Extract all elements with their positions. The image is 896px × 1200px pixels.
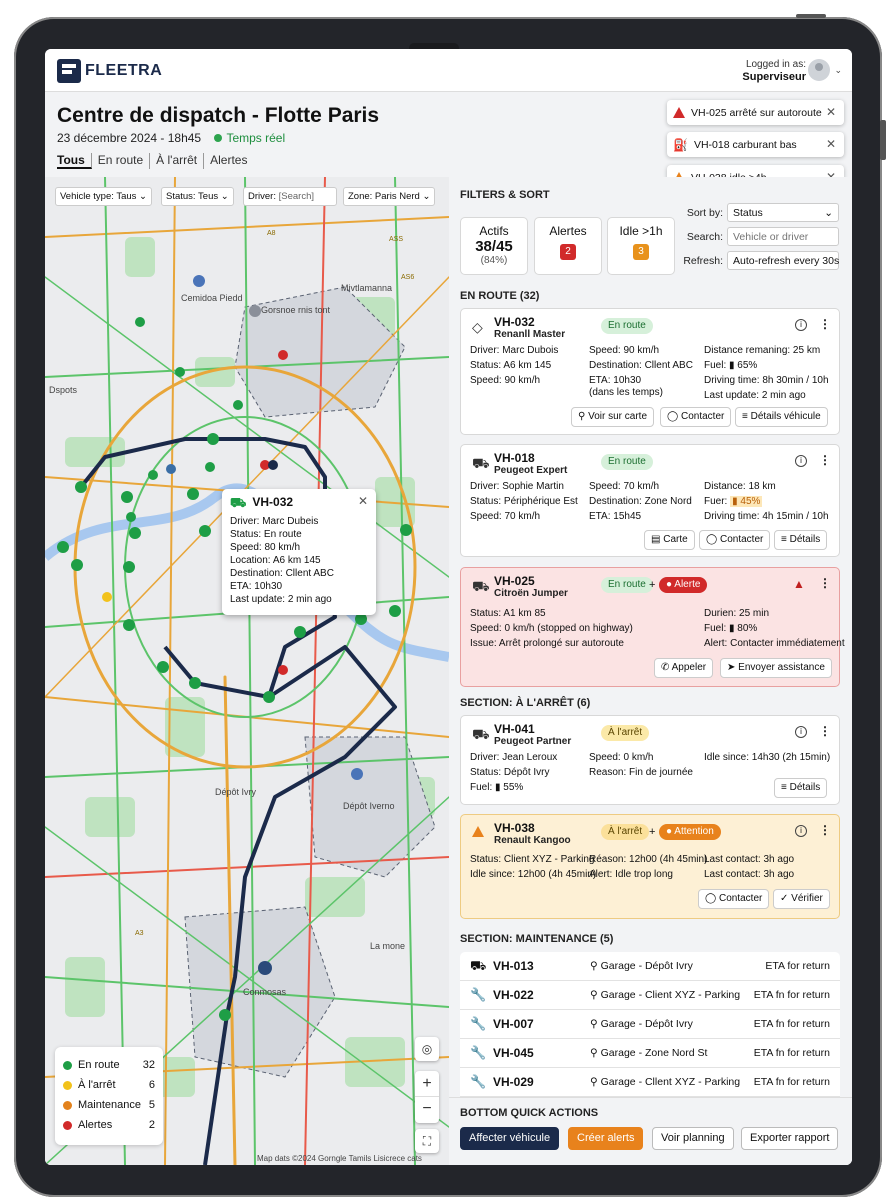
driver-label: Driver: [248, 191, 276, 202]
eta-text: ETA fn for return [753, 989, 830, 1001]
last-update-text: Last update: 2 min ago [704, 390, 806, 401]
page-title: Centre de dispatch - Flotte Paris [57, 104, 380, 127]
export-report-button[interactable]: Exporter rapport [741, 1127, 838, 1150]
location-text: Garage - Zone Nord St [600, 1047, 708, 1059]
view-planning-button[interactable]: Voir planning [652, 1127, 734, 1150]
popup-location: Location: A6 km 145 [230, 555, 321, 566]
maintenance-row[interactable] [460, 952, 840, 981]
close-icon[interactable]: ✕ [357, 494, 368, 508]
call-button[interactable] [654, 658, 713, 678]
chat-icon: ◯ [706, 534, 718, 545]
renault-logo-icon: ◇ [472, 319, 483, 335]
filters-title: FILTERS & SORT [460, 189, 550, 201]
eta-text: ETA: 10h30 [589, 375, 642, 386]
status-text: Status: Dépôt Ivry [470, 767, 550, 778]
eta-text: ETA fn for return [753, 1076, 830, 1088]
popup-destination: Destination: Cllent ABC [230, 568, 334, 579]
status-badge: En route [601, 454, 653, 470]
destination-text: Destination: Zone Nord [589, 496, 692, 507]
driver-text: Driver: Jean Leroux [470, 752, 558, 763]
shield-check-icon: ✓ [780, 893, 789, 904]
more-menu-icon[interactable]: ⋮ [819, 823, 831, 837]
map-pin-icon: ⚲ [590, 1018, 598, 1030]
tab-en-route[interactable]: En route [92, 153, 150, 169]
quick-actions-title: BOTTOM QUICK ACTIONS [460, 1107, 599, 1119]
status-badge: À l'arrêt [601, 725, 649, 741]
phone-icon: ✆ [661, 662, 670, 673]
maintenance-row[interactable] [460, 1010, 840, 1039]
popup-speed: Speed: 80 km/h [230, 542, 301, 553]
vehicle-id: VH-025 [494, 574, 535, 588]
chat-icon: ◯ [705, 893, 717, 904]
logged-in-label: Logged in as: [745, 59, 806, 70]
alert-text: Alert: Idle trop long [589, 869, 673, 880]
map-canvas[interactable] [45, 177, 449, 1165]
button-label: Voir sur carte [588, 411, 648, 422]
alert-triangle-icon [673, 107, 685, 118]
tab-arret[interactable]: À l'arrêt [150, 153, 204, 169]
location [590, 1047, 707, 1059]
notification-toast[interactable] [667, 100, 844, 125]
popup-eta: ETA: 10h30 [230, 581, 283, 592]
notification-toast[interactable] [667, 132, 844, 157]
speed-text: Speed: 70 km/h [470, 511, 541, 522]
assign-vehicle-button[interactable]: Affecter véhicule [460, 1127, 559, 1150]
location [590, 989, 740, 1001]
card-col-1 [470, 606, 633, 651]
live-indicator [214, 131, 285, 145]
card-col-2 [589, 852, 707, 882]
popup-header [230, 496, 368, 509]
legend-count: 32 [142, 1059, 155, 1071]
power-button [796, 14, 826, 18]
dispatch-panel [449, 177, 852, 1165]
create-alerts-button[interactable]: Créer alerts [568, 1127, 643, 1150]
duration-text: Durien: 25 min [704, 608, 770, 619]
stat-badge: 2 [560, 244, 576, 260]
popup-status: Status: En route [230, 529, 302, 540]
verify-button[interactable] [773, 889, 830, 909]
card-col-3 [704, 750, 830, 765]
chevron-down-icon[interactable]: ⌄ [834, 65, 842, 75]
section-arret: SECTION: À L'ARRÊT (6) [460, 697, 591, 709]
place-label: Cemidoa Piedd [181, 293, 243, 303]
plus-separator: + [649, 826, 656, 838]
button-label: Détails [789, 534, 821, 545]
view-on-map-button[interactable] [571, 407, 654, 427]
info-icon[interactable]: i [795, 825, 807, 837]
map-pin-icon: ⚲ [590, 1047, 598, 1059]
vehicle-card-vh025[interactable] [460, 567, 845, 687]
road-label: A8 [267, 230, 276, 237]
stat-percent: (84%) [480, 255, 508, 266]
wrench-icon: 🔧 [470, 987, 487, 1002]
location-text: Garage - Client XYZ - Parking [600, 989, 741, 1001]
stat-actifs[interactable] [460, 217, 528, 275]
road-label: ASS [389, 236, 404, 243]
sort-select[interactable] [727, 203, 839, 222]
speed-text: Speed: 90 km/h [470, 375, 541, 386]
last-contact-text: Last contact: 3h ago [704, 854, 795, 865]
list-icon: ≡ [781, 782, 787, 793]
top-bar [45, 49, 852, 92]
map-button[interactable] [644, 530, 695, 550]
legend-label: En route [78, 1059, 120, 1071]
location-text: Garage - Cllent XYZ - Parking [600, 1076, 741, 1088]
eta-text: ETA fn for return [753, 1047, 830, 1059]
warning-triangle-icon [472, 826, 484, 837]
brand-logo[interactable] [57, 59, 162, 83]
vehicle-popup [222, 489, 376, 615]
status-badge: En route [601, 577, 653, 593]
orange-dot-icon [63, 1101, 72, 1110]
search-input[interactable] [727, 227, 839, 246]
button-label: Contacter [719, 534, 764, 545]
vehicle-type-filter[interactable] [55, 187, 152, 206]
legend-count: 2 [148, 1119, 155, 1131]
vehicle-model: Peugeot Expert [494, 465, 568, 476]
fullscreen-icon[interactable]: ⛶ [415, 1129, 439, 1153]
vehicle-id: VH-018 [494, 451, 535, 465]
map-pin-icon: ⚲ [590, 989, 598, 1001]
send-icon: ➤ [727, 662, 736, 673]
list-icon: ≡ [781, 534, 787, 545]
send-assistance-button[interactable] [720, 658, 832, 678]
vehicle-model: Citroën Jumper [494, 588, 568, 599]
refresh-label: Refresh: [683, 255, 723, 267]
stat-label: Actifs [479, 224, 509, 238]
speed-text: Speed: 70 km/h [589, 481, 660, 492]
avatar[interactable] [808, 59, 830, 81]
place-label: Dépôt Iverno [343, 801, 395, 811]
notification-text: VH-025 arrêté sur autoroute [691, 106, 822, 119]
vehicle-id: VH-041 [494, 722, 535, 736]
maintenance-row[interactable] [460, 981, 840, 1010]
legend-label: Maintenance [78, 1099, 141, 1111]
driver-search-field[interactable] [243, 187, 337, 206]
app-screen [45, 49, 852, 1165]
map-pin-icon: ⚲ [590, 960, 598, 972]
chevron-down-icon: ⌄ [824, 207, 833, 219]
card-col-1 [470, 852, 596, 882]
legend-label: À l'arrêt [78, 1079, 116, 1091]
card-col-3 [704, 343, 829, 403]
vehicle-id: VH-032 [494, 315, 535, 329]
legend-en-route [63, 1055, 155, 1075]
location [590, 1076, 740, 1088]
user-menu[interactable] [742, 59, 806, 84]
vehicle-type-value: Vehicle type: Taus [60, 191, 137, 202]
stat-alertes[interactable] [534, 217, 602, 275]
brand-name: FLEETRA [85, 62, 163, 79]
idle-since-text: Idle since: 14h30 (2h 15min) [704, 752, 831, 763]
fuel-pump-icon: ⛽ [673, 137, 688, 152]
button-label: Contacter [680, 411, 725, 422]
notification-text: VH-018 carburant bas [693, 138, 797, 151]
speed-text: Speed: 90 km/h [589, 345, 660, 356]
eta-text: ETA: 15h45 [589, 511, 642, 522]
list-icon: ≡ [742, 411, 748, 422]
info-icon[interactable]: i [795, 319, 807, 331]
vehicle-id: VH-029 [493, 1075, 534, 1089]
truck-icon: ⛟ [230, 495, 247, 510]
section-en-route: EN ROUTE (32) [460, 290, 540, 302]
legend-maintenance [63, 1095, 155, 1115]
vehicle-id: VH-022 [493, 988, 534, 1002]
alert-badge [659, 577, 707, 593]
chevron-down-icon: ⌄ [139, 191, 148, 202]
wrench-icon: 🔧 [470, 1016, 487, 1031]
issue-text: Issue: Arrêt prolongé sur autoroute [470, 638, 624, 649]
card-col-1 [470, 479, 578, 524]
zone-filter[interactable] [343, 187, 435, 206]
driving-time-text: Driving time: 4h 15min / 10h [704, 511, 829, 522]
tab-alertes[interactable]: Alertes [210, 153, 248, 167]
card-col-2 [589, 750, 693, 780]
contact-button[interactable] [660, 407, 731, 427]
page-datetime [57, 131, 285, 145]
button-label: Carte [663, 534, 688, 545]
button-label: Détails véhicule [750, 411, 821, 422]
popup-driver: Driver: Marc Dubeis [230, 516, 319, 527]
details-button[interactable] [774, 778, 827, 798]
info-icon[interactable]: i [795, 726, 807, 738]
button-label: Vérifier [791, 893, 823, 904]
attention-badge [659, 824, 721, 840]
status-value: Status: Teus [166, 191, 219, 202]
user-name: Superviseur [742, 71, 806, 83]
van-icon: ⛟ [472, 455, 490, 471]
emergency-icon: ▲ [793, 577, 805, 591]
distance-text: Distance remaning: 25 km [704, 345, 821, 356]
status-badge: À l'arrêt [601, 824, 649, 840]
close-icon[interactable]: ✕ [825, 105, 836, 119]
legend-count: 6 [148, 1079, 155, 1091]
tab-tous[interactable]: Tous [57, 153, 92, 169]
vehicle-model: Renanll Master [494, 329, 566, 340]
more-menu-icon[interactable]: ⋮ [819, 724, 831, 738]
map-attribution: Map dats ©2024 Gorngle Tamils Lisicrece cats [257, 1154, 422, 1163]
alert-label: Attention [674, 826, 714, 837]
card-col-3 [704, 606, 845, 651]
alert-label: Alerte [674, 579, 701, 590]
driver-text: Driver: Sophie Martin [470, 481, 564, 492]
legend-alertes [63, 1115, 155, 1135]
zoom-controls [415, 1071, 439, 1123]
place-label: La mone [370, 941, 406, 951]
zoom-out-button[interactable]: − [422, 1100, 432, 1117]
vehicle-id: VH-045 [493, 1046, 534, 1060]
legend-arret [63, 1075, 155, 1095]
van-icon: ⛟ [472, 726, 490, 742]
fuel-label: Fuer: [704, 496, 728, 507]
eta-note: (dans les temps) [589, 387, 663, 398]
car-icon: ⛟ [470, 958, 487, 973]
fuel-text: Fuel: ▮ 65% [704, 360, 758, 371]
place-label: Dspots [49, 385, 78, 395]
card-col-3 [704, 852, 794, 882]
place-label: Gorsnoe rnis tont [261, 305, 331, 315]
popup-update: Last update: 2 min ago [230, 594, 332, 605]
chat-icon: ◯ [667, 411, 679, 422]
road-label: AS6 [401, 274, 415, 281]
close-icon[interactable]: ✕ [825, 137, 836, 151]
card-col-1 [470, 750, 557, 795]
destination-text: Destination: Cllent ABC [589, 360, 693, 371]
eta-text: ETA for return [765, 960, 830, 972]
driver-placeholder: [Search] [278, 191, 315, 202]
button-label: Appeler [671, 662, 707, 673]
search-label: Search: [686, 231, 723, 243]
map-pin-icon: ⚲ [590, 1076, 598, 1088]
contact-button[interactable] [698, 889, 769, 909]
vehicle-card-vh041[interactable] [460, 715, 840, 805]
stat-label: Alertes [549, 224, 587, 238]
fleetra-logo-icon [57, 59, 81, 83]
vehicle-details-button[interactable] [735, 407, 828, 427]
green-dot-icon [63, 1061, 72, 1070]
details-button[interactable] [774, 530, 827, 550]
red-dot-icon [63, 1121, 72, 1130]
tab-bar [57, 153, 253, 169]
map-view[interactable] [45, 177, 449, 1165]
map-legend [55, 1047, 163, 1145]
fuel-text [704, 494, 829, 509]
driving-time-text: Driving time: 8h 30min / 10h [704, 375, 829, 386]
speed-text: Speed: 0 km/h [589, 752, 654, 763]
chevron-down-icon: ⌄ [422, 191, 431, 202]
zone-value: Zone: Paris Nerd [348, 191, 420, 202]
card-col-3 [704, 479, 829, 524]
status-filter[interactable] [161, 187, 234, 206]
chevron-down-icon: ⌄ [220, 191, 229, 202]
place-label: Mivtlamanna [341, 283, 393, 293]
live-label: Temps réel [226, 131, 286, 145]
fuel-text: Fuel: ▮ 55% [470, 782, 524, 793]
status-text: Status: A1 km 85 [470, 608, 546, 619]
more-menu-icon[interactable]: ⋮ [819, 453, 831, 467]
vehicle-card-vh018[interactable] [460, 444, 840, 557]
location [590, 1018, 693, 1030]
speed-text: Speed: 0 km/h (stopped on highway) [470, 623, 633, 634]
status-text: Status: Périphérique Est [470, 496, 578, 507]
datetime-text: 23 décembre 2024 - 18h45 [57, 131, 202, 145]
locate-icon[interactable]: ◎ [415, 1037, 439, 1061]
sort-label: Sort by: [686, 207, 723, 219]
vehicle-model: Peugeot Partner [494, 736, 572, 747]
wrench-icon: 🔧 [470, 1045, 487, 1060]
zoom-in-button[interactable]: + [415, 1071, 439, 1097]
reason-text: Réason: 12h00 (4h 45min) [589, 854, 708, 865]
card-col-2 [589, 343, 693, 398]
more-menu-icon[interactable]: ⋮ [819, 317, 831, 331]
vehicle-model: Renault Kangoo [494, 835, 571, 846]
place-label: Conmosas [243, 987, 287, 997]
legend-label: Alertes [78, 1119, 113, 1131]
vehicle-card-vh032[interactable] [460, 308, 840, 435]
location-text: Garage - Dépôt Ivry [600, 960, 693, 972]
volume-button [880, 120, 886, 160]
place-label: Dépôt Ivry [215, 787, 257, 797]
yellow-dot-icon [63, 1081, 72, 1090]
van-icon: ⛟ [472, 578, 490, 594]
more-menu-icon[interactable]: ⋮ [819, 576, 831, 590]
distance-text: Distance: 18 km [704, 481, 776, 492]
last-contact-text: Last contact: 3h ago [704, 869, 795, 880]
card-col-1 [470, 343, 558, 388]
vehicle-card-vh038[interactable] [460, 814, 840, 919]
legend-count: 5 [148, 1099, 155, 1111]
map-pin-icon: ⚲ [578, 411, 586, 422]
contact-button[interactable] [699, 530, 770, 550]
eta-text: ETA fn for return [753, 1018, 830, 1030]
section-maintenance: SECTION: MAINTENANCE (5) [460, 933, 614, 945]
road-label: A3 [135, 930, 144, 937]
vehicle-id: VH-013 [493, 959, 534, 973]
driver-text: Driver: Marc Dubois [470, 345, 559, 356]
button-label: Contacter [718, 893, 763, 904]
button-label: Détails [789, 782, 821, 793]
live-dot-icon [214, 134, 222, 142]
vehicle-id: VH-038 [494, 821, 535, 835]
stat-label: Idle >1h [619, 224, 663, 238]
status-text: Status: A6 km 145 [470, 360, 552, 371]
idle-since-text: Idle since: 12h00 (4h 45min) [470, 869, 597, 880]
vehicle-id: VH-007 [493, 1017, 534, 1031]
stat-badge: 3 [633, 244, 649, 260]
info-icon[interactable]: i [795, 455, 807, 467]
plus-separator: + [649, 579, 656, 591]
location [590, 960, 693, 972]
fuel-text: Fuel: ▮ 80% [704, 623, 758, 634]
location-text: Garage - Dépôt Ivry [600, 1018, 693, 1030]
alert-dot-icon: ● [666, 579, 673, 590]
sort-value: Status [733, 207, 763, 219]
card-col-2 [589, 479, 692, 524]
button-label: Envoyer assistance [738, 662, 825, 673]
maintenance-row[interactable] [460, 1039, 840, 1068]
popup-vehicle-id: VH-032 [252, 495, 294, 509]
status-text: Status: Client XYZ - Parking [470, 854, 595, 865]
reason-text: Reason: Fin de journée [589, 767, 693, 778]
wrench-icon: 🔧 [470, 1074, 487, 1089]
map-icon: ▤ [651, 534, 661, 545]
maintenance-row[interactable] [460, 1068, 840, 1097]
stat-value: 38/45 [475, 238, 513, 255]
alert-dot-icon: ● [666, 826, 673, 837]
refresh-select[interactable]: Auto-refresh every 30s [727, 251, 839, 270]
fuel-low-badge: ▮ 45% [732, 496, 761, 507]
alert-text: Alert: Contacter immédiatement [704, 638, 845, 649]
status-badge: En route [601, 318, 653, 334]
